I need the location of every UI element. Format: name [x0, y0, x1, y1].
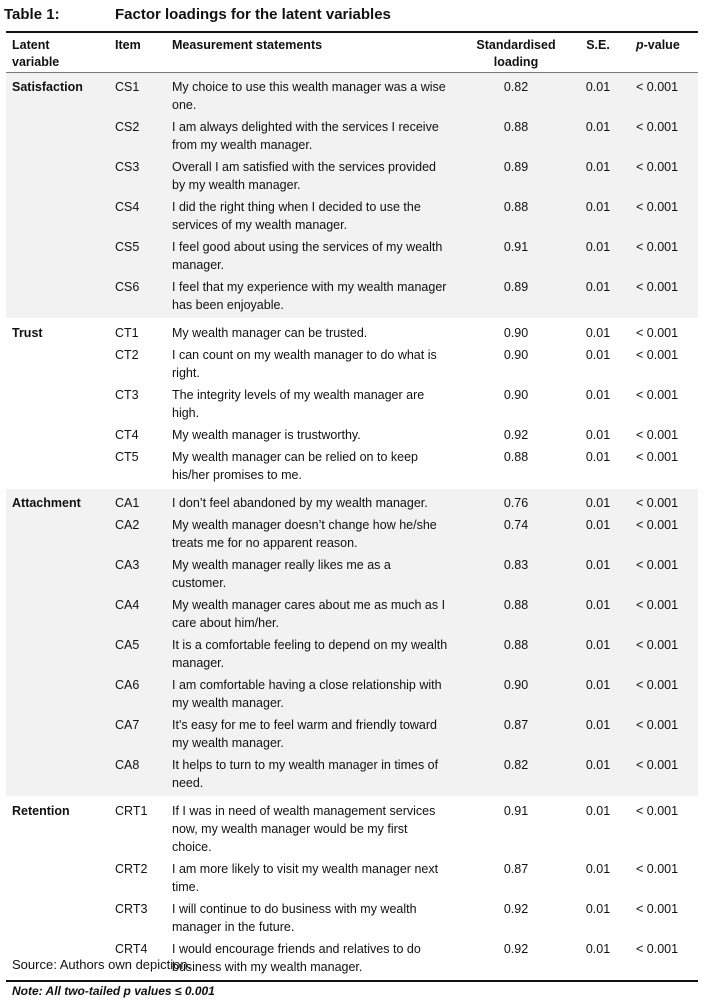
latent-variable: Satisfaction: [12, 80, 83, 94]
standard-error: 0.01: [585, 450, 611, 464]
item-code: CS3: [115, 160, 140, 174]
item-code: CA2: [115, 518, 140, 532]
standard-error: 0.01: [585, 280, 611, 294]
item-code: CT4: [115, 428, 139, 442]
standardised-loading: 0.90: [503, 326, 529, 340]
table-number: Table 1:: [4, 6, 60, 23]
item-code: CRT1: [115, 804, 148, 818]
item-code: CA7: [115, 718, 140, 732]
measurement-statement: My wealth manager can be trusted.: [172, 326, 368, 340]
group-retention: [6, 796, 698, 980]
table-row: [6, 514, 698, 554]
table-title: Factor loadings for the latent variables: [115, 6, 391, 23]
measurement-statement: It helps to turn to my wealth manager in times of need.: [172, 758, 439, 790]
p-value: < 0.001: [636, 280, 679, 294]
standardised-loading: 0.88: [503, 638, 529, 652]
table-row: [6, 446, 698, 486]
group-trust: [6, 318, 698, 488]
item-code: CA6: [115, 678, 140, 692]
standard-error: 0.01: [585, 240, 611, 254]
measurement-statement: The integrity levels of my wealth manager are high.: [172, 388, 425, 420]
item-code: CA5: [115, 638, 140, 652]
standard-error: 0.01: [585, 326, 611, 340]
header-statements: Measurement statements: [172, 38, 323, 52]
table-row: [6, 196, 698, 236]
measurement-statement: I did the right thing when I decided to use the services of my wealth manager.: [172, 200, 421, 232]
header-item: Item: [115, 38, 141, 52]
standardised-loading: 0.82: [503, 80, 529, 94]
standardised-loading: 0.90: [503, 388, 529, 402]
standardised-loading: 0.88: [503, 120, 529, 134]
p-value: < 0.001: [636, 496, 679, 510]
standardised-loading: 0.87: [503, 718, 529, 732]
table-row: [6, 594, 698, 634]
table-row: [6, 344, 698, 384]
measurement-statement: I can count on my wealth manager to do what is right.: [172, 348, 437, 380]
measurement-statement: I am comfortable having a close relationship with my wealth manager.: [172, 678, 442, 710]
note-text: Note: All two-tailed p values ≤ 0.001: [12, 984, 215, 998]
table-row: [6, 76, 698, 116]
item-code: CRT2: [115, 862, 148, 876]
table-row: [6, 322, 698, 344]
standardised-loading: 0.74: [503, 518, 529, 532]
p-value: < 0.001: [636, 518, 679, 532]
p-value: < 0.001: [636, 804, 679, 818]
measurement-statement: I don’t feel abandoned by my wealth manager.: [172, 496, 428, 510]
measurement-statement: I feel good about using the services of my wealth manager.: [172, 240, 443, 272]
standard-error: 0.01: [585, 718, 611, 732]
measurement-statement: My wealth manager doesn’t change how he/she treats me for no apparent reason.: [172, 518, 437, 550]
header-loading: Standardised loading: [476, 38, 556, 69]
factor-loadings-table: [6, 31, 698, 982]
item-code: CT2: [115, 348, 139, 362]
table-row: [6, 276, 698, 316]
standardised-loading: 0.92: [503, 942, 529, 956]
table-row: [6, 858, 698, 898]
p-value: < 0.001: [636, 638, 679, 652]
p-value: < 0.001: [636, 348, 679, 362]
p-value: < 0.001: [636, 160, 679, 174]
measurement-statement: My wealth manager is trustworthy.: [172, 428, 361, 442]
item-code: CT3: [115, 388, 139, 402]
p-value: < 0.001: [636, 678, 679, 692]
standardised-loading: 0.87: [503, 862, 529, 876]
item-code: CS1: [115, 80, 140, 94]
p-value: < 0.001: [636, 862, 679, 876]
table-row: [6, 554, 698, 594]
item-code: CA1: [115, 496, 140, 510]
item-code: CA3: [115, 558, 140, 572]
measurement-statement: If I was in need of wealth management services now, my wealth manager would be my first choice.: [172, 804, 436, 854]
table-body: [6, 73, 698, 980]
p-value: < 0.001: [636, 200, 679, 214]
standard-error: 0.01: [585, 428, 611, 442]
table-row: [6, 236, 698, 276]
standard-error: 0.01: [585, 804, 611, 818]
latent-variable: Trust: [12, 326, 43, 340]
standardised-loading: 0.92: [503, 428, 529, 442]
p-value: < 0.001: [636, 598, 679, 612]
table-row: [6, 424, 698, 446]
table-row: [6, 492, 698, 514]
item-code: CS4: [115, 200, 140, 214]
item-code: CS5: [115, 240, 140, 254]
source-text: Source: Authors own depiction.: [12, 957, 192, 972]
standardised-loading: 0.90: [503, 348, 529, 362]
p-value: < 0.001: [636, 388, 679, 402]
standard-error: 0.01: [585, 120, 611, 134]
standardised-loading: 0.88: [503, 200, 529, 214]
item-code: CT1: [115, 326, 139, 340]
header-p-value: [636, 37, 680, 54]
standardised-loading: 0.91: [503, 240, 529, 254]
table-row: [6, 674, 698, 714]
standardised-loading: 0.91: [503, 804, 529, 818]
p-value: < 0.001: [636, 450, 679, 464]
standard-error: 0.01: [585, 518, 611, 532]
table-row: [6, 714, 698, 754]
item-code: CRT4: [115, 942, 148, 956]
standardised-loading: 0.88: [503, 598, 529, 612]
p-value: < 0.001: [636, 120, 679, 134]
group-satisfaction: [6, 73, 698, 318]
table-row: [6, 634, 698, 674]
measurement-statement: My wealth manager cares about me as much as I care about him/her.: [172, 598, 446, 630]
measurement-statement: I am more likely to visit my wealth manager next time.: [172, 862, 439, 894]
standardised-loading: 0.89: [503, 160, 529, 174]
header-se: S.E.: [586, 38, 610, 52]
standardised-loading: 0.83: [503, 558, 529, 572]
standard-error: 0.01: [585, 160, 611, 174]
p-value: < 0.001: [636, 428, 679, 442]
standard-error: 0.01: [585, 388, 611, 402]
p-value: < 0.001: [636, 80, 679, 94]
item-code: CA8: [115, 758, 140, 772]
standardised-loading: 0.90: [503, 678, 529, 692]
table-row: [6, 800, 698, 858]
measurement-statement: My choice to use this wealth manager was a wise one.: [172, 80, 446, 112]
standard-error: 0.01: [585, 496, 611, 510]
standard-error: 0.01: [585, 758, 611, 772]
table-row: [6, 116, 698, 156]
standardised-loading: 0.92: [503, 902, 529, 916]
p-value: < 0.001: [636, 558, 679, 572]
p-value: < 0.001: [636, 240, 679, 254]
table-row: [6, 156, 698, 196]
measurement-statement: It is a comfortable feeling to depend on my wealth manager.: [172, 638, 448, 670]
p-value: < 0.001: [636, 758, 679, 772]
p-value: < 0.001: [636, 942, 679, 956]
item-code: CT5: [115, 450, 139, 464]
measurement-statement: I feel that my experience with my wealth manager has been enjoyable.: [172, 280, 447, 312]
standard-error: 0.01: [585, 862, 611, 876]
standard-error: 0.01: [585, 902, 611, 916]
p-value: < 0.001: [636, 718, 679, 732]
header-p-italic: p: [636, 38, 644, 52]
standardised-loading: 0.88: [503, 450, 529, 464]
standard-error: 0.01: [585, 348, 611, 362]
header-p-rest: -value: [643, 38, 680, 52]
group-attachment: [6, 488, 698, 796]
measurement-statement: Overall I am satisfied with the services provided by my wealth manager.: [172, 160, 436, 192]
header-latent-variable: Latent variable: [12, 38, 60, 69]
table-row: [6, 754, 698, 794]
item-code: CS2: [115, 120, 140, 134]
measurement-statement: My wealth manager really likes me as a customer.: [172, 558, 391, 590]
standard-error: 0.01: [585, 942, 611, 956]
standardised-loading: 0.82: [503, 758, 529, 772]
standard-error: 0.01: [585, 200, 611, 214]
item-code: CRT3: [115, 902, 148, 916]
item-code: CS6: [115, 280, 140, 294]
latent-variable: Attachment: [12, 496, 81, 510]
measurement-statement: It's easy for me to feel warm and friendly toward my wealth manager.: [172, 718, 437, 750]
measurement-statement: My wealth manager can be relied on to keep his/her promises to me.: [172, 450, 418, 482]
standard-error: 0.01: [585, 678, 611, 692]
measurement-statement: I am always delighted with the services I receive from my wealth manager.: [172, 120, 439, 152]
table-row: [6, 384, 698, 424]
measurement-statement: I will continue to do business with my wealth manager in the future.: [172, 902, 417, 934]
standard-error: 0.01: [585, 80, 611, 94]
standardised-loading: 0.76: [503, 496, 529, 510]
standardised-loading: 0.89: [503, 280, 529, 294]
item-code: CA4: [115, 598, 140, 612]
p-value: < 0.001: [636, 902, 679, 916]
standard-error: 0.01: [585, 638, 611, 652]
latent-variable: Retention: [12, 804, 70, 818]
table-row: [6, 898, 698, 938]
table-header: [6, 33, 698, 73]
standard-error: 0.01: [585, 598, 611, 612]
standard-error: 0.01: [585, 558, 611, 572]
measurement-statement: I would encourage friends and relatives to do business with my wealth manager.: [172, 942, 421, 974]
p-value: < 0.001: [636, 326, 679, 340]
